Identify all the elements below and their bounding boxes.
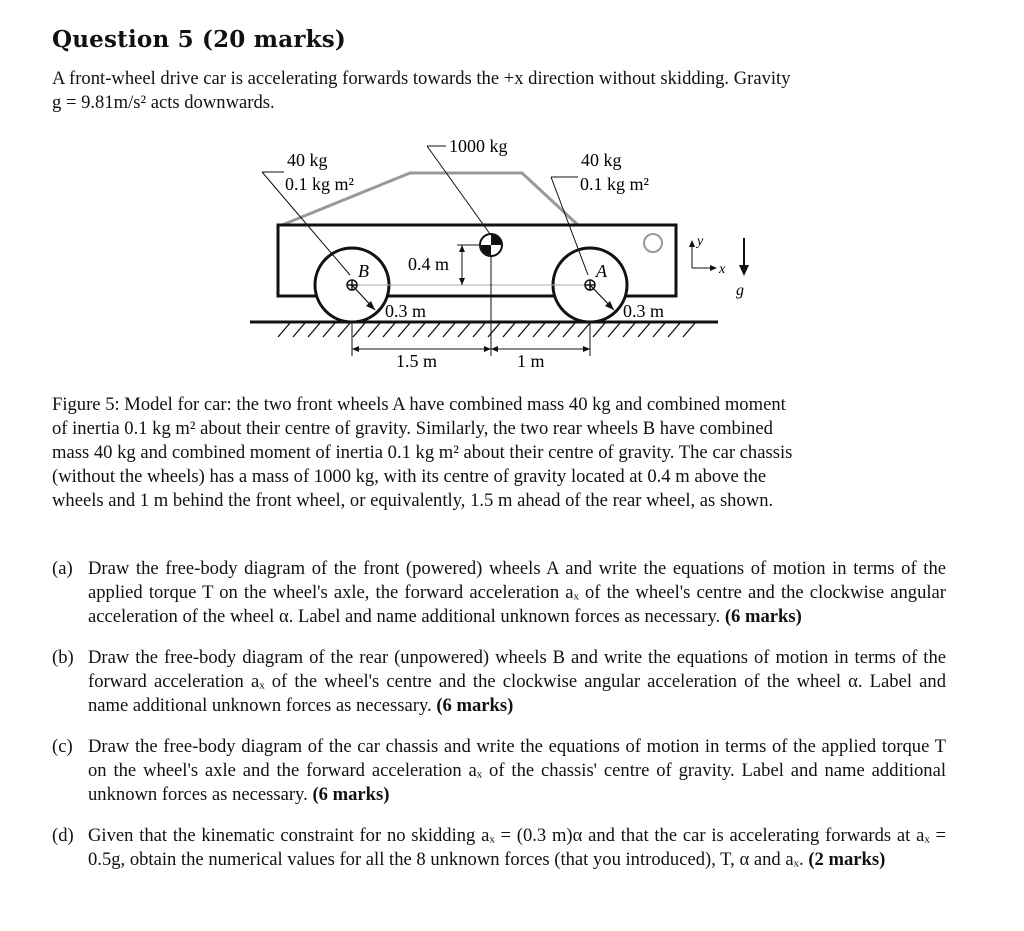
part-c bbox=[52, 735, 946, 807]
part-a-marks: (6 marks) bbox=[724, 606, 802, 627]
part-c-label: (c) bbox=[52, 736, 73, 757]
caption-line-5: wheels and 1 m behind the front wheel, or equivalently, 1.5 m ahead of the rear wheel, as shown. bbox=[52, 490, 774, 511]
part-a-label: (a) bbox=[52, 558, 73, 579]
front-wheel-inertia-label: 0.1 kg m² bbox=[580, 174, 649, 194]
part-c-marks: (6 marks) bbox=[312, 784, 390, 805]
rear-wheel-inertia-label: 0.1 kg m² bbox=[285, 174, 354, 194]
rear-radius-label: 0.3 m bbox=[385, 301, 427, 321]
caption-line-1: Figure 5: Model for car: the two front wheels A have combined mass 40 kg and combined moment bbox=[52, 394, 786, 415]
part-d-marks: (2 marks) bbox=[808, 849, 886, 870]
part-b-marks: (6 marks) bbox=[436, 695, 514, 716]
part-a bbox=[52, 557, 946, 629]
car-figure bbox=[0, 0, 1024, 390]
part-c-text: Draw the free-body diagram of the car chassis and write the equations of motion in terms of the applied torque T on the wheel's axle and the forward acceleration aₓ of the chassis' centre of gravity. Label and name additional unknown forces as necessary. bbox=[88, 736, 946, 805]
question-title: Question 5 (20 marks) bbox=[52, 26, 347, 53]
caption-line-2: of inertia 0.1 kg m² about their centre of gravity. Similarly, the two rear wheels B have combined bbox=[52, 418, 773, 439]
part-d-text: Given that the kinematic constraint for no skidding aₓ = (0.3 m)α and that the car is accelerating forwards at aₓ = 0.5g, obtain the numerical values for all the 8 unknown forces (that you introduced), T, α and aₓ. bbox=[88, 825, 946, 870]
intro-line-1: A front-wheel drive car is accelerating forwards towards the +x direction without skidding. Gravity bbox=[52, 68, 791, 89]
front-distance-label: 1 m bbox=[517, 351, 545, 371]
part-b bbox=[52, 646, 946, 718]
front-wheel-mass-label: 40 kg bbox=[581, 150, 622, 170]
axis-x-label: x bbox=[719, 262, 726, 277]
front-wheel-letter: A bbox=[596, 261, 607, 281]
chassis-mass-label: 1000 kg bbox=[449, 136, 508, 156]
axis-y-label: y bbox=[697, 234, 704, 249]
gravity-label: g bbox=[736, 282, 744, 299]
front-radius-label: 0.3 m bbox=[623, 301, 665, 321]
chassis-marker bbox=[644, 234, 662, 252]
figure-caption bbox=[52, 393, 946, 513]
part-d-label: (d) bbox=[52, 825, 74, 846]
chassis-cg-symbol bbox=[480, 234, 502, 256]
chassis-mass-leader bbox=[427, 146, 490, 234]
rear-wheel-mass-label: 40 kg bbox=[287, 150, 328, 170]
caption-line-3: mass 40 kg and combined moment of inertia 0.1 kg m² about their centre of gravity. The car chassis bbox=[52, 442, 793, 463]
rear-distance-label: 1.5 m bbox=[396, 351, 438, 371]
intro-line-2: g = 9.81m/s² acts downwards. bbox=[52, 92, 275, 113]
part-a-text: Draw the free-body diagram of the front (powered) wheels A and write the equations of motion in terms of the applied torque T on the wheel's axle, the forward acceleration aₓ of the wheel's centre and the clockwise angular acceleration of the wheel α. Label and name additional unknown forces as necessary. bbox=[88, 558, 946, 627]
part-b-label: (b) bbox=[52, 647, 74, 668]
caption-line-4: (without the wheels) has a mass of 1000 kg, with its centre of gravity located at 0.4 m above the bbox=[52, 466, 767, 487]
part-b-text: Draw the free-body diagram of the rear (unpowered) wheels B and write the equations of motion in terms of the forward acceleration aₓ of the wheel's centre and the clockwise angular acceleration of the wheel α. Label and name additional unknown forces as necessary. bbox=[88, 647, 946, 716]
part-d bbox=[52, 824, 946, 872]
height-label: 0.4 m bbox=[408, 254, 450, 274]
rear-wheel-letter: B bbox=[358, 261, 369, 281]
question-parts bbox=[52, 557, 946, 889]
ground-hatching bbox=[278, 323, 695, 337]
